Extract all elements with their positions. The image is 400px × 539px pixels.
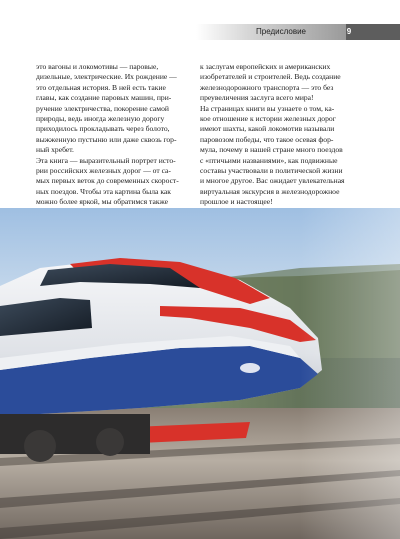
text-line: можно более яркой, мы обратимся также [36, 197, 169, 207]
text-line: и многое другое. Вас ожидает увлекательная [200, 176, 345, 186]
text-line: природы, ведь иногда железную дорогу [36, 114, 165, 124]
text-line: На страницах книги вы узнаете о том, ка- [200, 103, 335, 113]
text-line: к заслугам европейских и американских [200, 62, 331, 71]
text-column-right [200, 62, 370, 208]
running-header-title: Предисловие [256, 27, 306, 36]
text-line: приходилось прокладывать через болото, [36, 124, 170, 134]
text-line: рии российских железных дорог — от са- [36, 166, 171, 176]
text-line: ных поездов. Чтобы эта картина была как [36, 186, 171, 196]
text-line: выжженную пустыню или даже сквозь гор- [36, 134, 177, 144]
text-line: мула, почему в нашей стране много поездов [200, 145, 343, 155]
text-line: прошлое и настоящее! [200, 197, 273, 207]
text-line: ручение электричества, покорение самой [36, 103, 169, 113]
text-line: Эта книга — выразительный портрет исто- [36, 155, 176, 165]
text-line: преувеличения заслуга всего мира! [200, 93, 314, 103]
page-number: 9 [346, 27, 352, 36]
text-column-left [36, 62, 206, 208]
high-speed-train-photo [0, 208, 400, 539]
text-line: это вагоны и локомотивы — паровые, [36, 62, 159, 71]
text-line: дизельные, электрические. Их рождение — [36, 72, 177, 82]
text-line: железнодорожного транспорта — это без [200, 82, 334, 92]
text-line: ный хребет. [36, 145, 74, 155]
text-line: паровозом победы, что такое осевая фор- [200, 134, 334, 144]
text-line: изобретателей и строителей. Ведь создание [200, 72, 341, 82]
text-line: кое отношение к истории железных дорог [200, 114, 336, 124]
running-header [196, 24, 400, 40]
text-line: это отдельная история. В ней есть такие [36, 82, 166, 92]
text-line: главы, как создание паровых машин, при- [36, 93, 172, 103]
text-line: виртуальная экскурсия в железнодорожное [200, 186, 340, 196]
text-line: составы участвовали в политической жизни [200, 166, 343, 176]
text-line: с «птичьими названиями», как подвижные [200, 155, 338, 165]
text-line: мых первых веток до современных скорост- [36, 176, 179, 186]
text-line: имеют шахты, какой локомотив называли [200, 124, 335, 134]
